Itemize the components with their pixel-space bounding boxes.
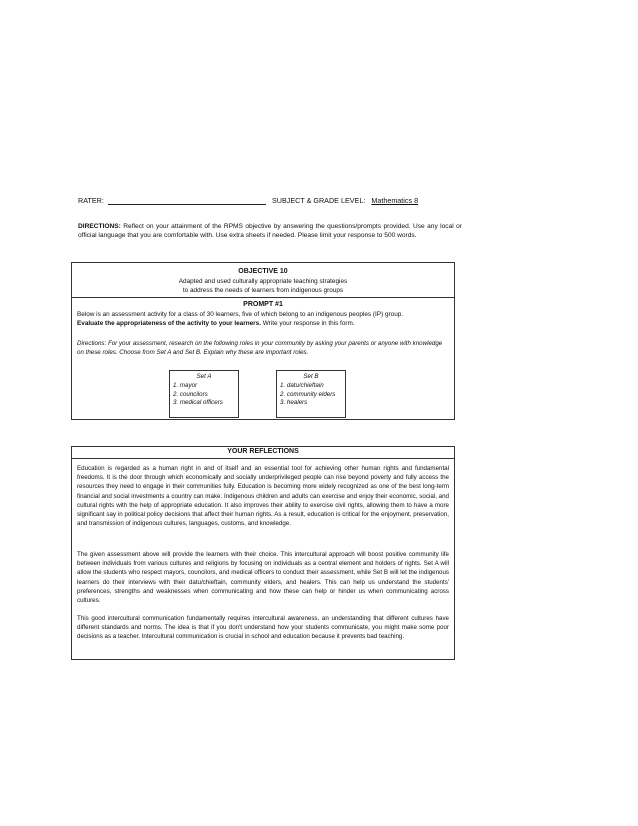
- prompt-body-1: Below is an assessment activity for a class of 30 learners, five of which belong to an indigenous peoples (IP) group.: [77, 311, 404, 318]
- subject-label: SUBJECT & GRADE LEVEL:: [272, 196, 366, 205]
- set-a-box: [169, 370, 239, 418]
- prompt-body-bold: Evaluate the appropriateness of the activity to your learners.: [77, 319, 261, 327]
- directions-text: Reflect on your attainment of the RPMS objective by answering the questions/prompts provided. Use any local or official language that you are comfortable with. Use extra sheets if needed. Please limit your response to 500 words.: [78, 223, 462, 240]
- objective-line-1: Adapted and used culturally appropriate teaching strategies: [178, 278, 348, 285]
- objective-title: OBJECTIVE 10: [238, 268, 288, 275]
- set-b-item: 3. healers: [280, 399, 308, 407]
- prompt-body-2: Write your response in this form.: [260, 319, 355, 327]
- set-a-item: 3. medical officers: [173, 399, 223, 407]
- set-b-item: 1. datu/chieftain: [280, 381, 324, 389]
- set-b-item: 2. community elders: [280, 390, 336, 398]
- set-b-box: [276, 370, 346, 418]
- subject-value: Mathematics 8: [371, 196, 419, 205]
- set-a-item: 2. councilors: [173, 390, 208, 398]
- reflection-paragraph-1: Education is regarded as a human right in and of itself and an essential tool for achieving other human rights and fundamental freedoms. It is the door through which economically and socially underprivileged people can rise beyond poverty and fully access the resources they need to engage in their communities fully. Education is becoming more widely recognized as one of the best long-term financial and social investments a country can make. Indigenous children and adults can exercise and enjoy their economic, social, and cultural rights with the help of appropriate education. It also improves their ability to exercise civil rights, allowing them to have a more significant say in political policy decisions that affect their human rights. As a result, education is critical for the enjoyment, preservation, and transmission of indigenous cultures, languages, customs, and knowledge.: [77, 465, 449, 528]
- reflections-title: YOUR REFLECTIONS: [227, 448, 299, 455]
- set-a-title: Set A: [196, 373, 212, 380]
- objective-description: [72, 278, 454, 296]
- set-b-title: Set B: [303, 373, 319, 380]
- directions: [78, 222, 462, 241]
- reflections-box: [71, 446, 455, 660]
- prompt-directions: Directions: For your assessment, research on the following roles in your community by asking your parents or anyone with knowledge on these roles. Choose from Set A and Set B. Explain why these are important roles.: [77, 340, 443, 356]
- reflection-paragraph-2: The given assessment above will provide the learners with their choice. This intercultural approach will boost positive community life between individuals from various cultures and religions by focusing on individuals as a central element and holders of rights. Set A will allow the students who respect mayors, councilors, and medical officers to conduct their assessment, while Set B will let the indigenous learners do their interviews with their datu/chieftain, community elders, and healers. This can help us understand the students' preferences, strengths and weaknesses when communicating and how these can help or hinder us when communicating across cultures.: [77, 551, 449, 605]
- rater-label: RATER:: [78, 196, 104, 205]
- rater-field-line[interactable]: [108, 204, 266, 205]
- reflection-paragraph-3: This good intercultural communication fundamentally requires intercultural awareness, an understanding that different cultures have different standards and norms. The idea is that if you don't understand how your students communicate, you might make some poor decisions as a teacher. Intercultural communication is crucial in school and education because it prevents bad teaching.: [77, 615, 449, 641]
- subject-grade-label: [272, 196, 418, 205]
- divider: [72, 297, 454, 298]
- objective-line-2: to address the needs of learners from indigenous groups: [182, 286, 344, 294]
- objective-prompt-box: [71, 262, 455, 420]
- prompt-title: PROMPT #1: [243, 301, 283, 308]
- prompt-body: [77, 311, 449, 329]
- form-header: [78, 196, 462, 208]
- directions-label: DIRECTIONS:: [78, 223, 121, 230]
- set-a-item: 1. mayor: [173, 381, 198, 389]
- divider: [72, 458, 454, 459]
